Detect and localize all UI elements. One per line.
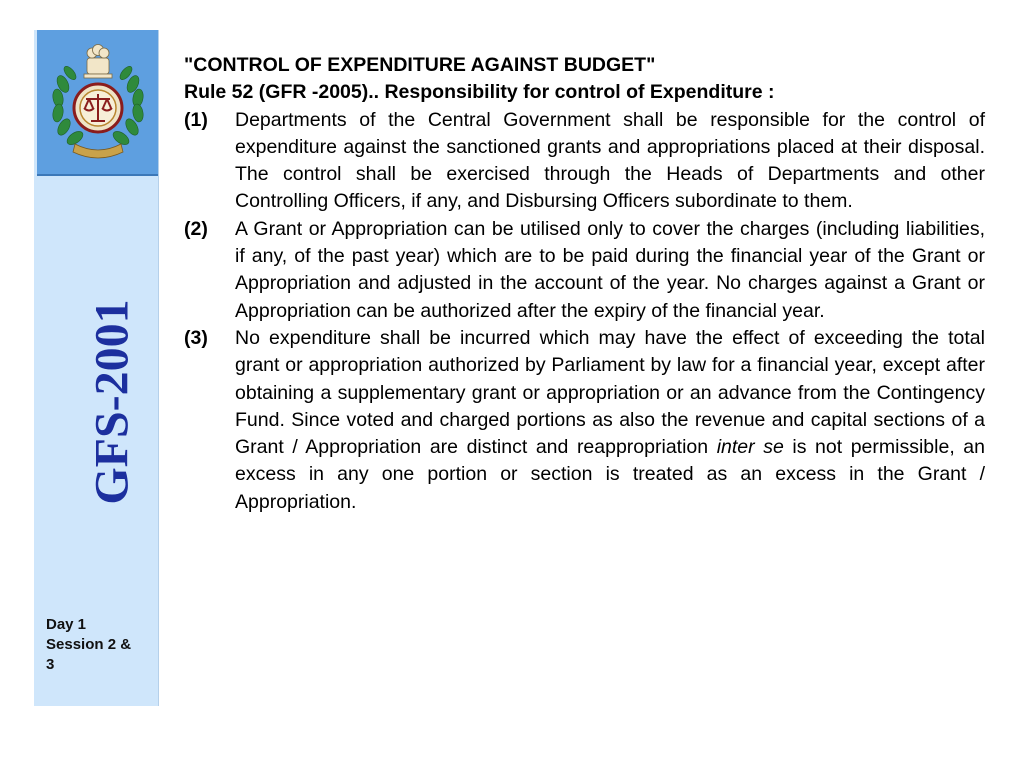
- rule-text: [235, 325, 985, 516]
- rule-item-3: [184, 325, 985, 516]
- rule-text-part: is not permissible, an excess in any one portion or section is treated as an excess in the Grant / Appropriation.: [235, 436, 986, 513]
- session-line-day: Day 1: [46, 616, 87, 633]
- session-line-session: Session 2 &: [46, 636, 132, 653]
- rule-number: (3): [184, 326, 208, 349]
- emblem-panel: [37, 30, 158, 176]
- rule-heading: Rule 52 (GFR -2005).. Responsibility for control of Expenditure :: [184, 81, 775, 104]
- gfs-title: GFS-2001: [85, 299, 139, 505]
- session-label: [46, 615, 154, 675]
- rule-text-italic: inter se: [716, 436, 784, 459]
- rule-text: Departments of the Central Government shall be responsible for the control of expenditure against the sanctioned grants and appropriations placed at their disposal. The control shall be exercised through the Heads of Departments and other Controlling Officers, if any, and Disbursing Officers subordinate to them.: [235, 108, 985, 213]
- rule-text: A Grant or Appropriation can be utilised only to cover the charges (including liabilities, if any, of the past year) which are to be paid during the financial year of the Grant or Appropriation and adjusted in the account of the year. No charges against a Grant or Appropriation can be authorized after the expiry of the financial year.: [235, 217, 985, 322]
- rule-number: (2): [184, 217, 208, 240]
- session-line-number: 3: [46, 656, 55, 673]
- rule-item-1: [184, 107, 985, 216]
- page-title: "CONTROL OF EXPENDITURE AGAINST BUDGET": [184, 54, 656, 76]
- sidebar: [34, 30, 159, 706]
- rule-item-2: [184, 216, 985, 325]
- rule-number: (1): [184, 108, 208, 131]
- slide-content: [184, 52, 985, 516]
- rule-text-part: No expenditure shall be incurred which may have the effect of exceeding the total grant or appropriation authorized by Parliament by law for a financial year, except after obtaining a supplementary grant or appropriation or an advance from the Contingency Fund. Since voted and charged portions as also the revenue and capital sections of a Grant / Appropriation are distinct and reappropriation: [235, 326, 985, 459]
- judicial-emblem-icon: [45, 36, 151, 166]
